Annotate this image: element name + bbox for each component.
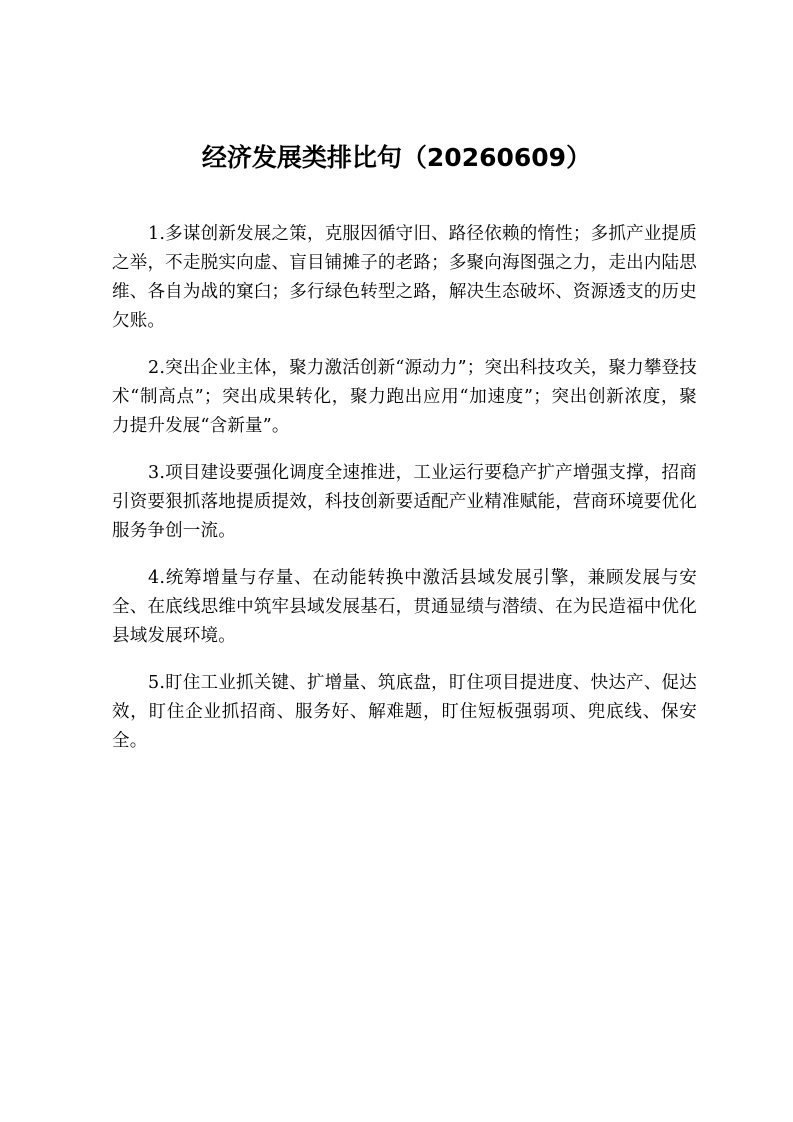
paragraph-3: 3.项目建设要强化调度全速推进，工业运行要稳产扩产增强支撑，招商引资要狠抓落地提质提效，科技创新要适配产业精准赋能，营商环境要优化服务争创一流。 bbox=[112, 463, 697, 541]
paragraph-1: 1.多谋创新发展之策，克服因循守旧、路径依赖的惰性；多抓产业提质之举，不走脱实向虚、盲目铺摊子的老路；多聚向海图强之力，走出内陆思维、各自为战的窠臼；多行绿色转型之路，解决生态破坏、资源透支的历史欠账。 bbox=[112, 224, 697, 331]
paragraph-2: 2.突出企业主体，聚力激活创新“源动力”；突出科技攻关，聚力攀登技术“制高点”；突出成果转化，聚力跑出应用“加速度”；突出创新浓度，聚力提升发展“含新量”。 bbox=[112, 358, 697, 436]
document-title: 经济发展类排比句（20260609） bbox=[201, 143, 592, 172]
paragraph-4: 4.统筹增量与存量、在动能转换中激活县域发展引擎，兼顾发展与安全、在底线思维中筑牢县域发展基石，贯通显绩与潜绩、在为民造福中优化县域发展环境。 bbox=[112, 568, 697, 646]
document-body bbox=[112, 220, 697, 774]
paragraph-5: 5.盯住工业抓关键、扩增量、筑底盘，盯住项目提进度、快达产、促达效，盯住企业抓招商、服务好、解难题，盯住短板强弱项、兜底线、保安全。 bbox=[112, 673, 697, 751]
